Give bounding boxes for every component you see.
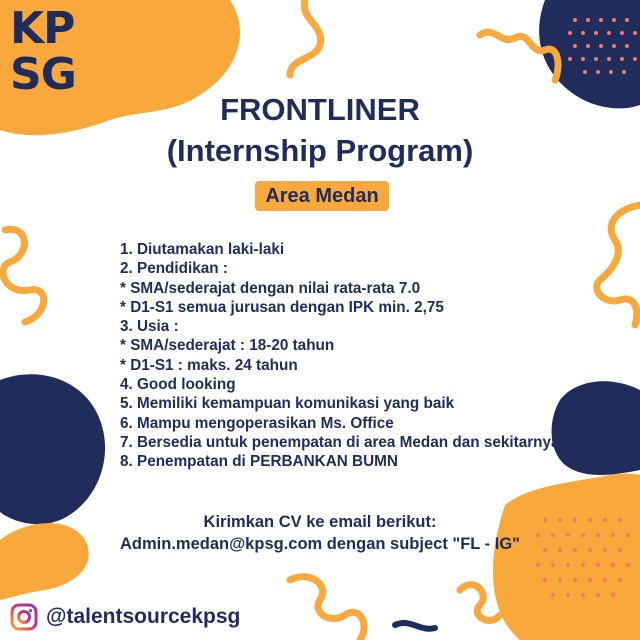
bottom-right-orange-blob xyxy=(493,474,640,640)
bottom-center-squiggle xyxy=(395,623,435,629)
logo-line-2: SG xyxy=(10,49,76,100)
instagram-footer[interactable] xyxy=(10,602,290,632)
area-badge: Area Medan xyxy=(255,181,389,211)
requirement-item: 5. Memiliki kemampuan komunikasi yang baik xyxy=(120,395,455,413)
requirement-item: 6. Mampu mengoperasikan Ms. Office xyxy=(120,414,394,432)
logo-line-1: KP xyxy=(10,3,75,54)
page-subtitle: (Internship Program) xyxy=(166,133,474,168)
page-title: FRONTLINER xyxy=(220,92,420,127)
bottom-left-navy-blob xyxy=(0,374,105,524)
right-squiggle xyxy=(597,205,640,325)
requirement-item: * D1-S1 semua jurusan dengan IPK min. 2,75 xyxy=(120,298,444,316)
requirement-item: 3. Usia : xyxy=(120,318,179,336)
kpsg-logo xyxy=(10,3,105,106)
requirement-item: 4. Good looking xyxy=(120,376,236,394)
bottom-squiggle xyxy=(290,577,364,640)
requirements-list xyxy=(120,240,590,472)
requirement-item: * SMA/sederajat : 18-20 tahun xyxy=(120,337,335,355)
requirement-item: 2. Pendidikan : xyxy=(120,260,228,278)
requirement-item: 7. Bersedia untuk penempatan di area Medan dan sekitarnya xyxy=(120,433,560,451)
bottom-right-squiggle xyxy=(460,585,500,621)
instagram-icon xyxy=(10,603,38,631)
instagram-handle[interactable]: @talentsourcekpsg xyxy=(46,605,241,628)
requirement-item: 1. Diutamakan laki-laki xyxy=(120,241,285,258)
requirement-item: * SMA/sederajat dengan nilai rata-rata 7.0 xyxy=(120,279,421,297)
requirement-item: 8. Penempatan di PERBANKAN BUMN xyxy=(120,453,398,471)
cta-instruction: Kirimkan CV ke email berikut: xyxy=(203,513,437,531)
top-squiggle xyxy=(290,0,321,75)
requirement-item: * D1-S1 : maks. 24 tahun xyxy=(120,356,298,374)
cta-email: Admin.medan@kpsg.com dengan subject "FL - IG" xyxy=(120,535,520,553)
left-squiggle xyxy=(3,229,44,322)
